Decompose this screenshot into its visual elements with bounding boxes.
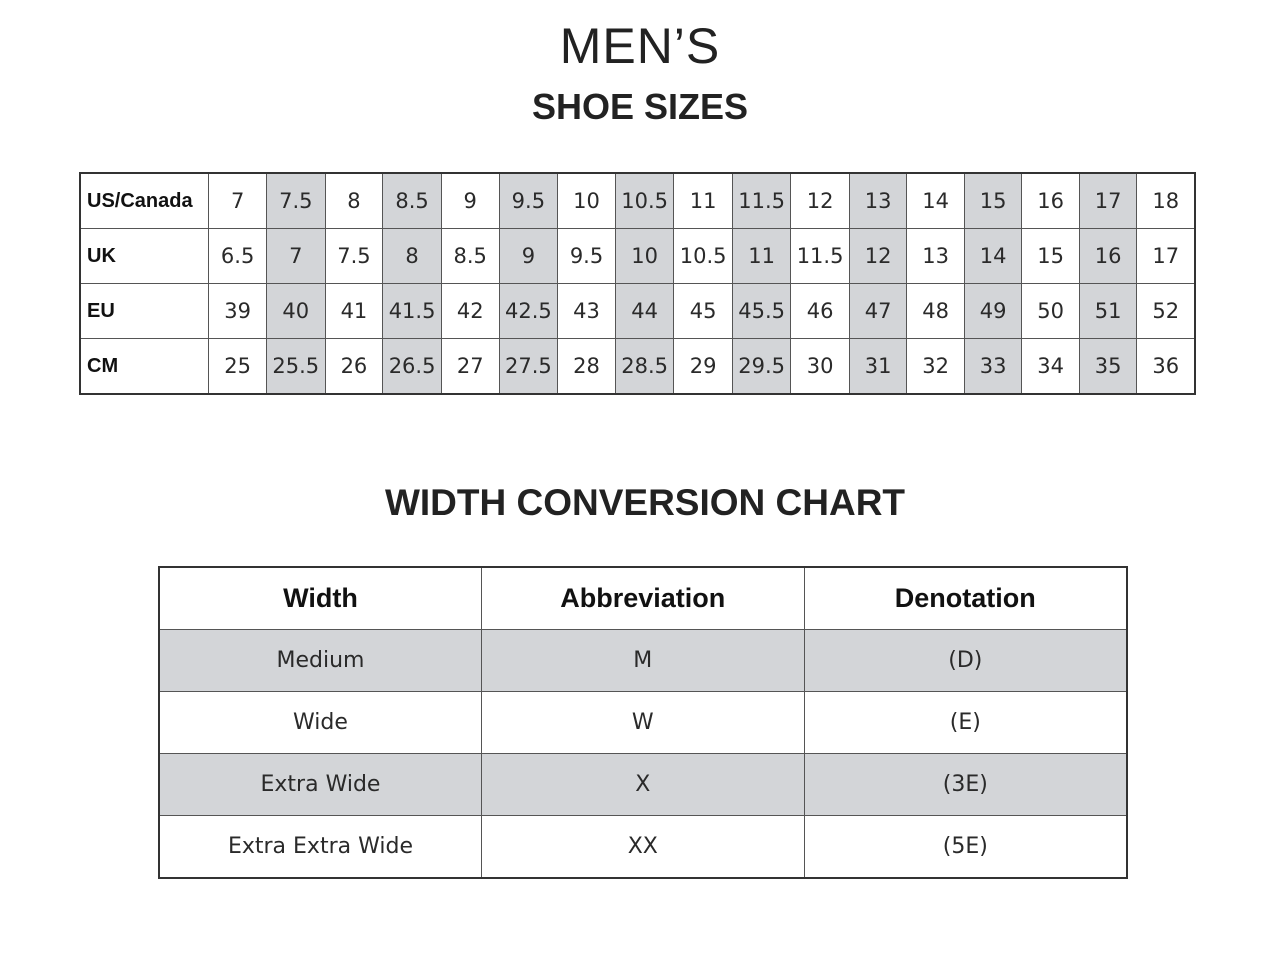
header-denotation: Denotation	[804, 567, 1127, 630]
size-cell: 45	[674, 284, 732, 339]
size-cell: 7	[267, 229, 325, 284]
size-cell: 29	[674, 339, 732, 395]
size-cell: 48	[907, 284, 965, 339]
size-cell: 11	[732, 229, 790, 284]
size-row-label: CM	[80, 339, 209, 395]
width-conversion-table	[158, 566, 1128, 879]
width-cell: Extra Extra Wide	[159, 816, 481, 879]
size-cell: 25	[209, 339, 267, 395]
size-cell: 10	[558, 173, 616, 229]
size-conversion-table	[79, 172, 1196, 395]
denotation-cell: (E)	[804, 692, 1127, 754]
size-cell: 6.5	[209, 229, 267, 284]
size-cell: 47	[849, 284, 907, 339]
size-row-label: US/Canada	[80, 173, 209, 229]
size-cell: 28.5	[615, 339, 673, 395]
size-cell: 7.5	[267, 173, 325, 229]
width-cell: Medium	[159, 630, 481, 692]
size-cell: 30	[791, 339, 849, 395]
size-cell: 11.5	[732, 173, 790, 229]
size-cell: 11.5	[791, 229, 849, 284]
size-cell: 16	[1079, 229, 1137, 284]
size-cell: 29.5	[732, 339, 790, 395]
size-cell: 32	[907, 339, 965, 395]
size-cell: 9	[441, 173, 499, 229]
size-cell: 34	[1022, 339, 1080, 395]
size-cell: 41.5	[383, 284, 441, 339]
size-cell: 9.5	[499, 173, 557, 229]
size-cell: 39	[209, 284, 267, 339]
size-row-label: EU	[80, 284, 209, 339]
width-table-row	[159, 630, 1127, 692]
size-cell: 42.5	[499, 284, 557, 339]
denotation-cell: (3E)	[804, 754, 1127, 816]
width-table-row	[159, 754, 1127, 816]
size-row-label: UK	[80, 229, 209, 284]
size-cell: 10	[615, 229, 673, 284]
size-cell: 45.5	[732, 284, 790, 339]
size-row-uk	[80, 229, 1195, 284]
abbreviation-cell: X	[481, 754, 804, 816]
width-cell: Extra Wide	[159, 754, 481, 816]
size-cell: 12	[849, 229, 907, 284]
size-cell: 8.5	[441, 229, 499, 284]
size-cell: 52	[1137, 284, 1195, 339]
size-cell: 8	[325, 173, 383, 229]
header-abbreviation: Abbreviation	[481, 567, 804, 630]
size-cell: 17	[1079, 173, 1137, 229]
size-cell: 18	[1137, 173, 1195, 229]
size-cell: 11	[674, 173, 732, 229]
abbreviation-cell: W	[481, 692, 804, 754]
size-cell: 26.5	[383, 339, 441, 395]
size-cell: 46	[791, 284, 849, 339]
size-cell: 13	[849, 173, 907, 229]
size-cell: 27.5	[499, 339, 557, 395]
size-cell: 36	[1137, 339, 1195, 395]
size-cell: 35	[1079, 339, 1137, 395]
size-cell: 12	[791, 173, 849, 229]
size-cell: 43	[558, 284, 616, 339]
size-cell: 41	[325, 284, 383, 339]
size-cell: 9	[499, 229, 557, 284]
size-cell: 26	[325, 339, 383, 395]
size-cell: 10.5	[615, 173, 673, 229]
size-cell: 8	[383, 229, 441, 284]
size-cell: 16	[1022, 173, 1080, 229]
size-cell: 15	[1022, 229, 1080, 284]
size-cell: 51	[1079, 284, 1137, 339]
page-title-mens: MEN’S	[559, 18, 721, 74]
size-cell: 15	[964, 173, 1022, 229]
abbreviation-cell: XX	[481, 816, 804, 879]
width-table-row	[159, 816, 1127, 879]
width-table-row	[159, 692, 1127, 754]
size-cell: 25.5	[267, 339, 325, 395]
size-cell: 33	[964, 339, 1022, 395]
size-cell: 13	[907, 229, 965, 284]
size-cell: 17	[1137, 229, 1195, 284]
size-cell: 40	[267, 284, 325, 339]
page-subtitle-shoe-sizes: SHOE SIZES	[531, 86, 749, 127]
size-cell: 7	[209, 173, 267, 229]
size-cell: 31	[849, 339, 907, 395]
size-cell: 8.5	[383, 173, 441, 229]
size-row-cm	[80, 339, 1195, 395]
size-cell: 50	[1022, 284, 1080, 339]
size-cell: 49	[964, 284, 1022, 339]
size-cell: 28	[558, 339, 616, 395]
width-chart-title: WIDTH CONVERSION CHART	[384, 482, 906, 523]
denotation-cell: (D)	[804, 630, 1127, 692]
abbreviation-cell: M	[481, 630, 804, 692]
size-cell: 7.5	[325, 229, 383, 284]
size-cell: 27	[441, 339, 499, 395]
width-table-header-row	[159, 567, 1127, 630]
size-cell: 10.5	[674, 229, 732, 284]
size-cell: 42	[441, 284, 499, 339]
size-row-us-canada	[80, 173, 1195, 229]
denotation-cell: (5E)	[804, 816, 1127, 879]
header-width: Width	[159, 567, 481, 630]
size-cell: 44	[615, 284, 673, 339]
size-cell: 14	[964, 229, 1022, 284]
size-row-eu	[80, 284, 1195, 339]
size-cell: 14	[907, 173, 965, 229]
width-cell: Wide	[159, 692, 481, 754]
size-cell: 9.5	[558, 229, 616, 284]
